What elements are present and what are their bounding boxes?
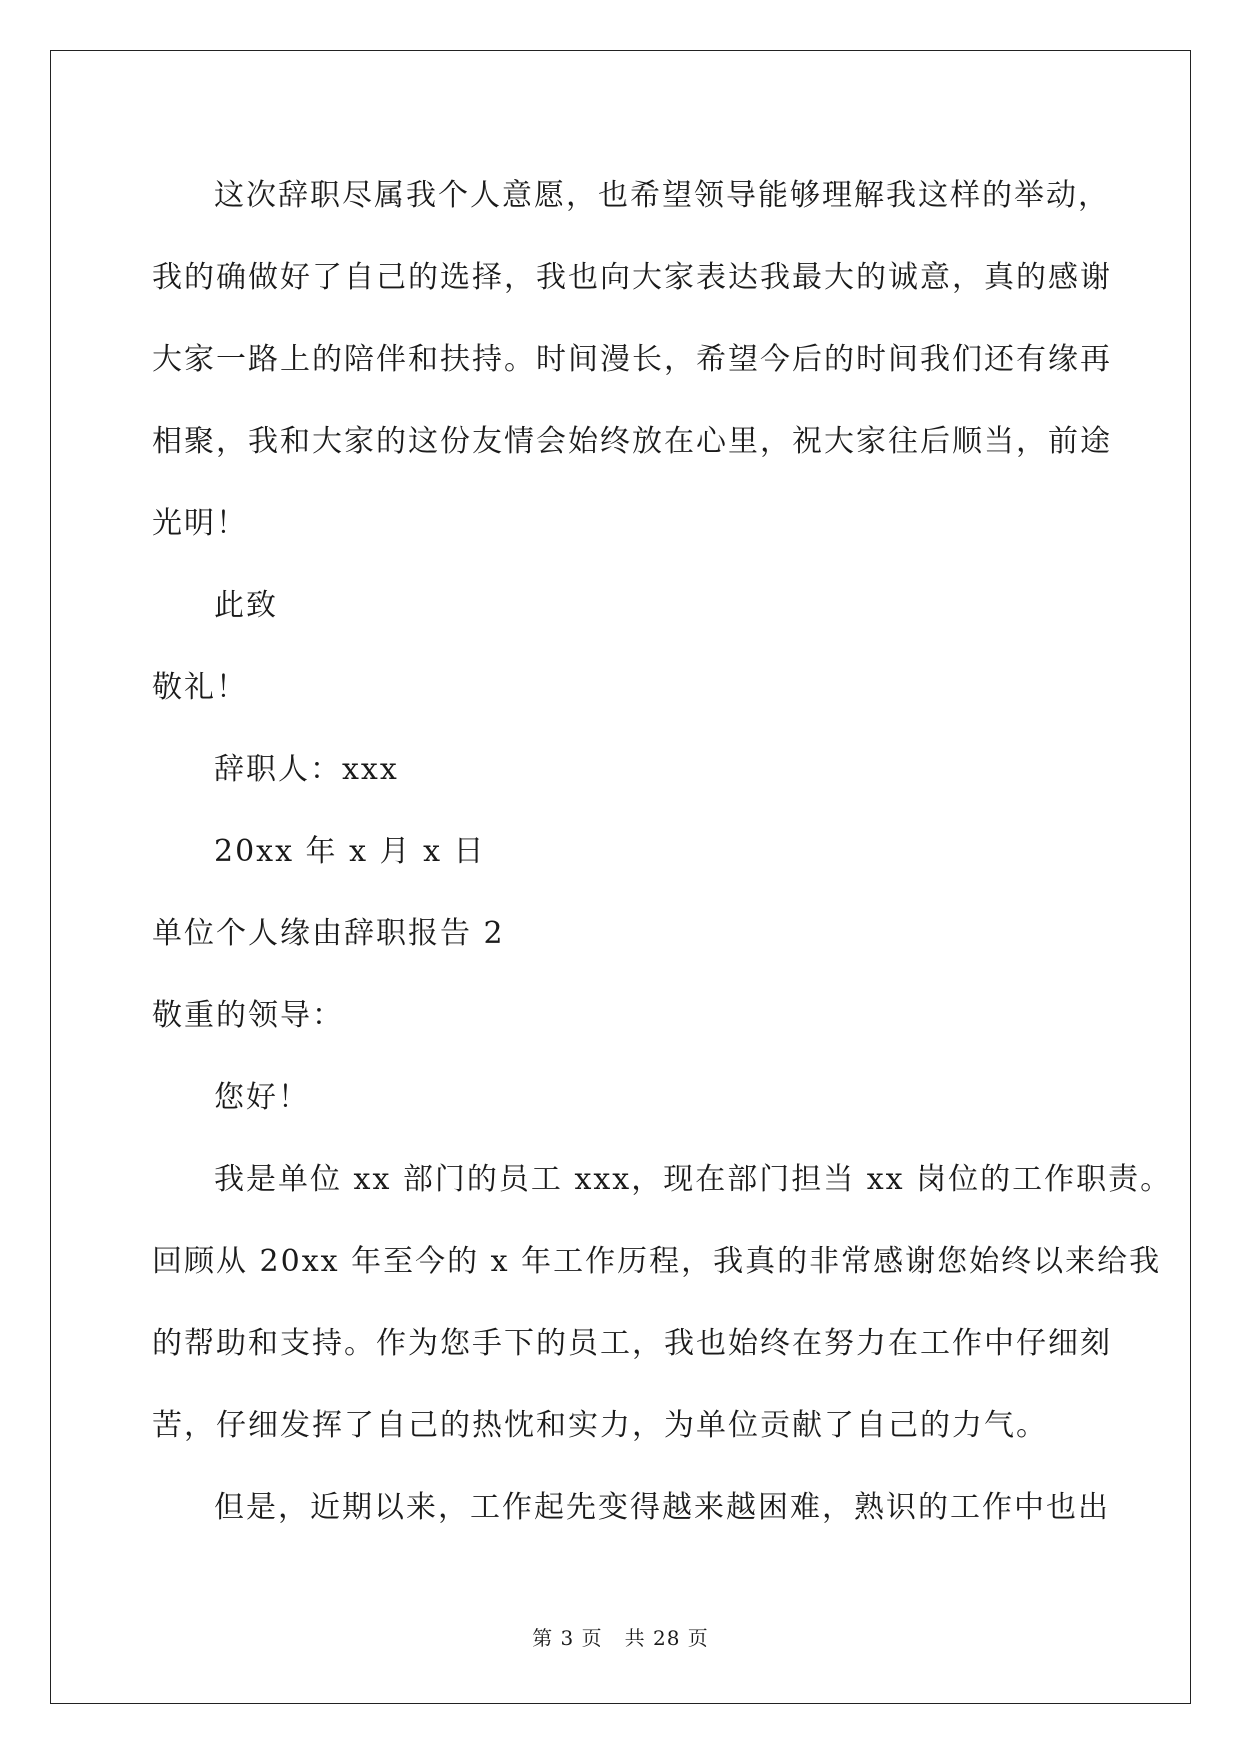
- text-line: 但是，近期以来，工作起先变得越来越困难，熟识的工作中也出: [214, 1490, 1110, 1525]
- text-line: 的帮助和支持。作为您手下的员工，我也始终在努力在工作中仔细刻: [152, 1326, 1112, 1361]
- greeting-line: 敬重的领导：: [152, 998, 344, 1033]
- section-title: 单位个人缘由辞职报告 2: [152, 916, 505, 951]
- signature-line: 辞职人：xxx: [214, 752, 399, 787]
- page-total: 共 28 页: [624, 1626, 709, 1650]
- date-line: 20xx 年 x 月 x 日: [214, 834, 486, 869]
- text-line: 我的确做好了自己的选择，我也向大家表达我最大的诚意，真的感谢: [152, 260, 1112, 295]
- document-body: [152, 155, 1173, 1549]
- text-line: 这次辞职尽属我个人意愿，也希望领导能够理解我这样的举动，: [214, 178, 1110, 213]
- page-footer: [0, 1622, 1241, 1651]
- text-line: 相聚，我和大家的这份友情会始终放在心里，祝大家往后顺当，前途: [152, 424, 1112, 459]
- greeting-hello: 您好！: [214, 1080, 310, 1115]
- text-line: 大家一路上的陪伴和扶持。时间漫长，希望今后的时间我们还有缘再: [152, 342, 1112, 377]
- closing-regards: 敬礼！: [152, 670, 248, 705]
- text-line: 回顾从 20xx 年至今的 x 年工作历程，我真的非常感谢您始终以来给我: [152, 1244, 1162, 1279]
- text-line: 光明！: [152, 506, 248, 541]
- page-number: 第 3 页: [532, 1626, 603, 1650]
- closing-salutation: 此致: [214, 588, 278, 623]
- text-line: 苦，仔细发挥了自己的热忱和实力，为单位贡献了自己的力气。: [152, 1408, 1048, 1443]
- text-line: 我是单位 xx 部门的员工 xxx，现在部门担当 xx 岗位的工作职责。: [214, 1162, 1173, 1197]
